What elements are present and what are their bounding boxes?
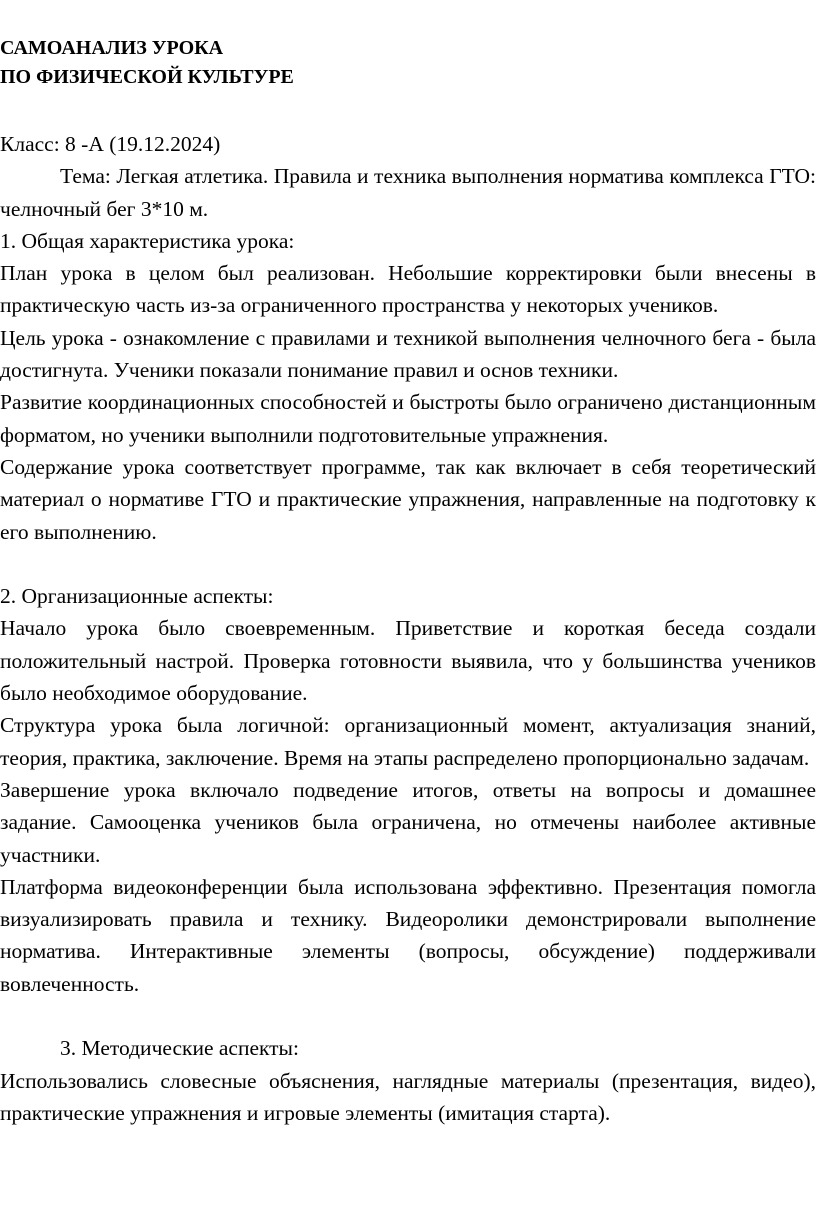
section-2-heading: 2. Организационные аспекты: (0, 584, 274, 609)
section-3-heading: 3. Методические аспекты: (60, 1036, 299, 1061)
class-info: Класс: 8 -А (19.12.2024) (0, 132, 221, 156)
section-1-paragraph: План урока в целом был реализован. Небольшие корректировки были внесены в практическую часть из-за ограниченного пространства у некоторых учеников. (0, 261, 816, 318)
section-1-heading: 1. Общая характеристика урока: (0, 228, 295, 253)
paragraph-spacer (0, 548, 816, 580)
document-title-line-2: ПО ФИЗИЧЕСКОЙ КУЛЬТУРЕ (0, 66, 294, 88)
title-spacer (0, 92, 816, 128)
lesson-topic: Тема: Легкая атлетика. Правила и техника выполнения норматива комплекса ГТО: челночный бег 3*10 м. (0, 164, 816, 221)
section-3-paragraph: Использовались словесные объяснения, наглядные материалы (презентация, видео), практические упражнения и игровые элементы (имитация старта). (0, 1068, 816, 1125)
section-1-paragraph: Цель урока - ознакомление с правилами и техникой выполнения челночного бега - была достигнута. Ученики показали понимание правил и основ техники. (0, 325, 816, 383)
section-2-paragraph: Структура урока была логичной: организационный момент, актуализация знаний, теория, практика, заключение. Время на этапы распределено пропорционально задачам. (0, 713, 816, 770)
document-page (0, 34, 816, 1129)
document-title-line-1: САМОАНАЛИЗ УРОКА (0, 37, 224, 59)
section-2-paragraph: Платформа видеоконференции была использована эффективно. Презентация помогла визуализировать правила и технику. Видеоролики демонстрировали выполнение норматива. Интерактивные элементы (вопросы, обсуждение) поддерживали вовлеченность. (0, 874, 816, 996)
paragraph-spacer (0, 1000, 816, 1032)
section-2-paragraph: Завершение урока включало подведение итогов, ответы на вопросы и домашнее задание. Самооценка учеников была ограничена, но отмечены наиболее активные участники. (0, 777, 816, 867)
section-1-paragraph: Содержание урока соответствует программе, так как включает в себя теоретический материал о нормативе ГТО и практические упражнения, направленные на подготовку к его выполнению. (0, 454, 816, 544)
section-1-paragraph: Развитие координационных способностей и быстроты было ограничено дистанционным форматом, но ученики выполнили подготовительные упражнения. (0, 390, 816, 447)
section-2-paragraph: Начало урока было своевременным. Приветствие и короткая беседа создали положительный настрой. Проверка готовности выявила, что у большинства учеников было необходимое оборудование. (0, 616, 816, 706)
